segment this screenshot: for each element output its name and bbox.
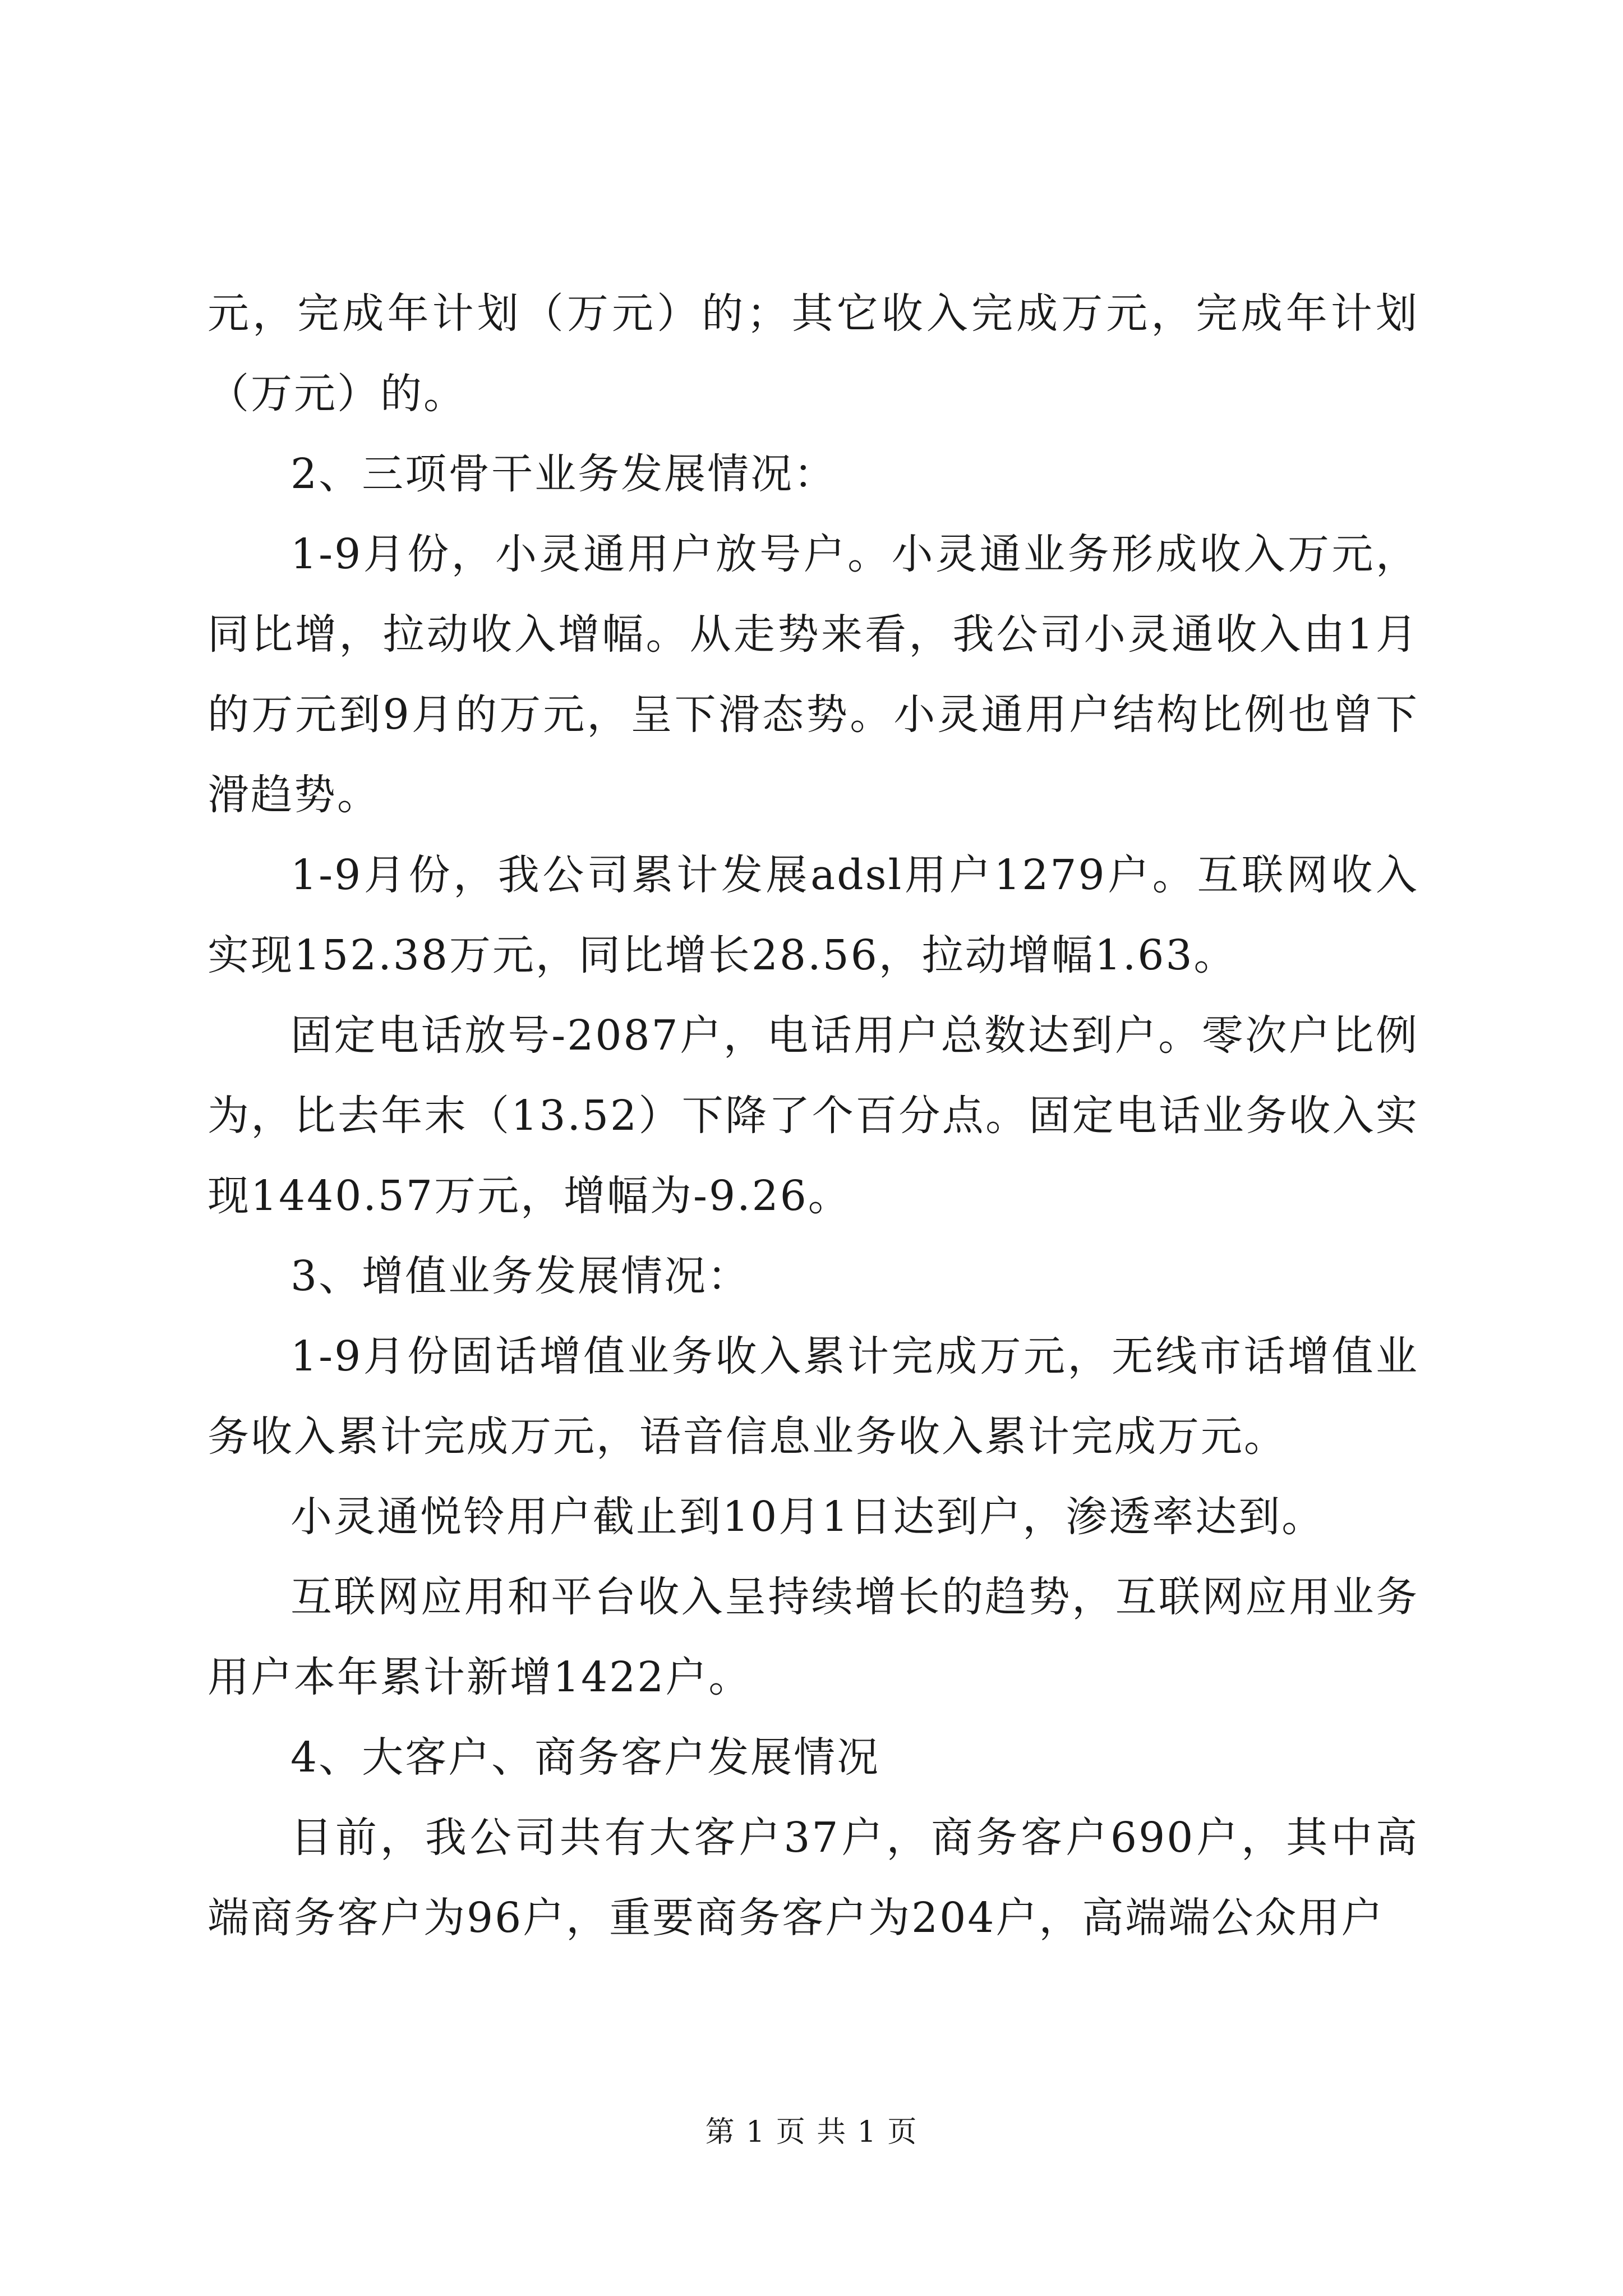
section-heading: 4、大客户、商务客户发展情况 [291, 1733, 880, 1782]
paragraph: 1-9月份固话增值业务收入累计完成万元，无线市话增值业务收入累计完成万元，语音信息业务收入累计完成万元。 [208, 1332, 1419, 1461]
paragraph: 小灵通悦铃用户截止到10月1日达到户，渗透率达到。 [291, 1493, 1325, 1541]
paragraph: 目前，我公司共有大客户37户，商务客户690户，其中高端商务客户为96户，重要商务客户为204户，高端端公众用户 [208, 1814, 1419, 1942]
document-body [208, 274, 1419, 1958]
paragraph: 1-9月份，我公司累计发展adsl用户1279户。互联网收入实现152.38万元，同比增长28.56，拉动增幅1.63。 [208, 851, 1419, 979]
paragraph: 互联网应用和平台收入呈持续增长的趋势，互联网应用业务用户本年累计新增1422户。 [208, 1573, 1419, 1701]
section-heading: 2、三项骨干业务发展情况： [291, 450, 837, 498]
paragraph: 元，完成年计划（万元）的；其它收入完成万元，完成年计划（万元）的。 [208, 289, 1419, 418]
paragraph: 固定电话放号-2087户，电话用户总数达到户。零次户比例为，比去年末（13.52）下降了个百分点。固定电话业务收入实现1440.57万元，增幅为-9.26。 [208, 1011, 1419, 1220]
paragraph: 1-9月份，小灵通用户放号户。小灵通业务形成收入万元，同比增，拉动收入增幅。从走势来看，我公司小灵通收入由1月的万元到9月的万元，呈下滑态势。小灵通用户结构比例也曾下滑趋势。 [208, 530, 1419, 819]
page-footer: 第 1 页 共 1 页 [705, 2115, 918, 2149]
section-heading: 3、增值业务发展情况： [291, 1252, 751, 1300]
